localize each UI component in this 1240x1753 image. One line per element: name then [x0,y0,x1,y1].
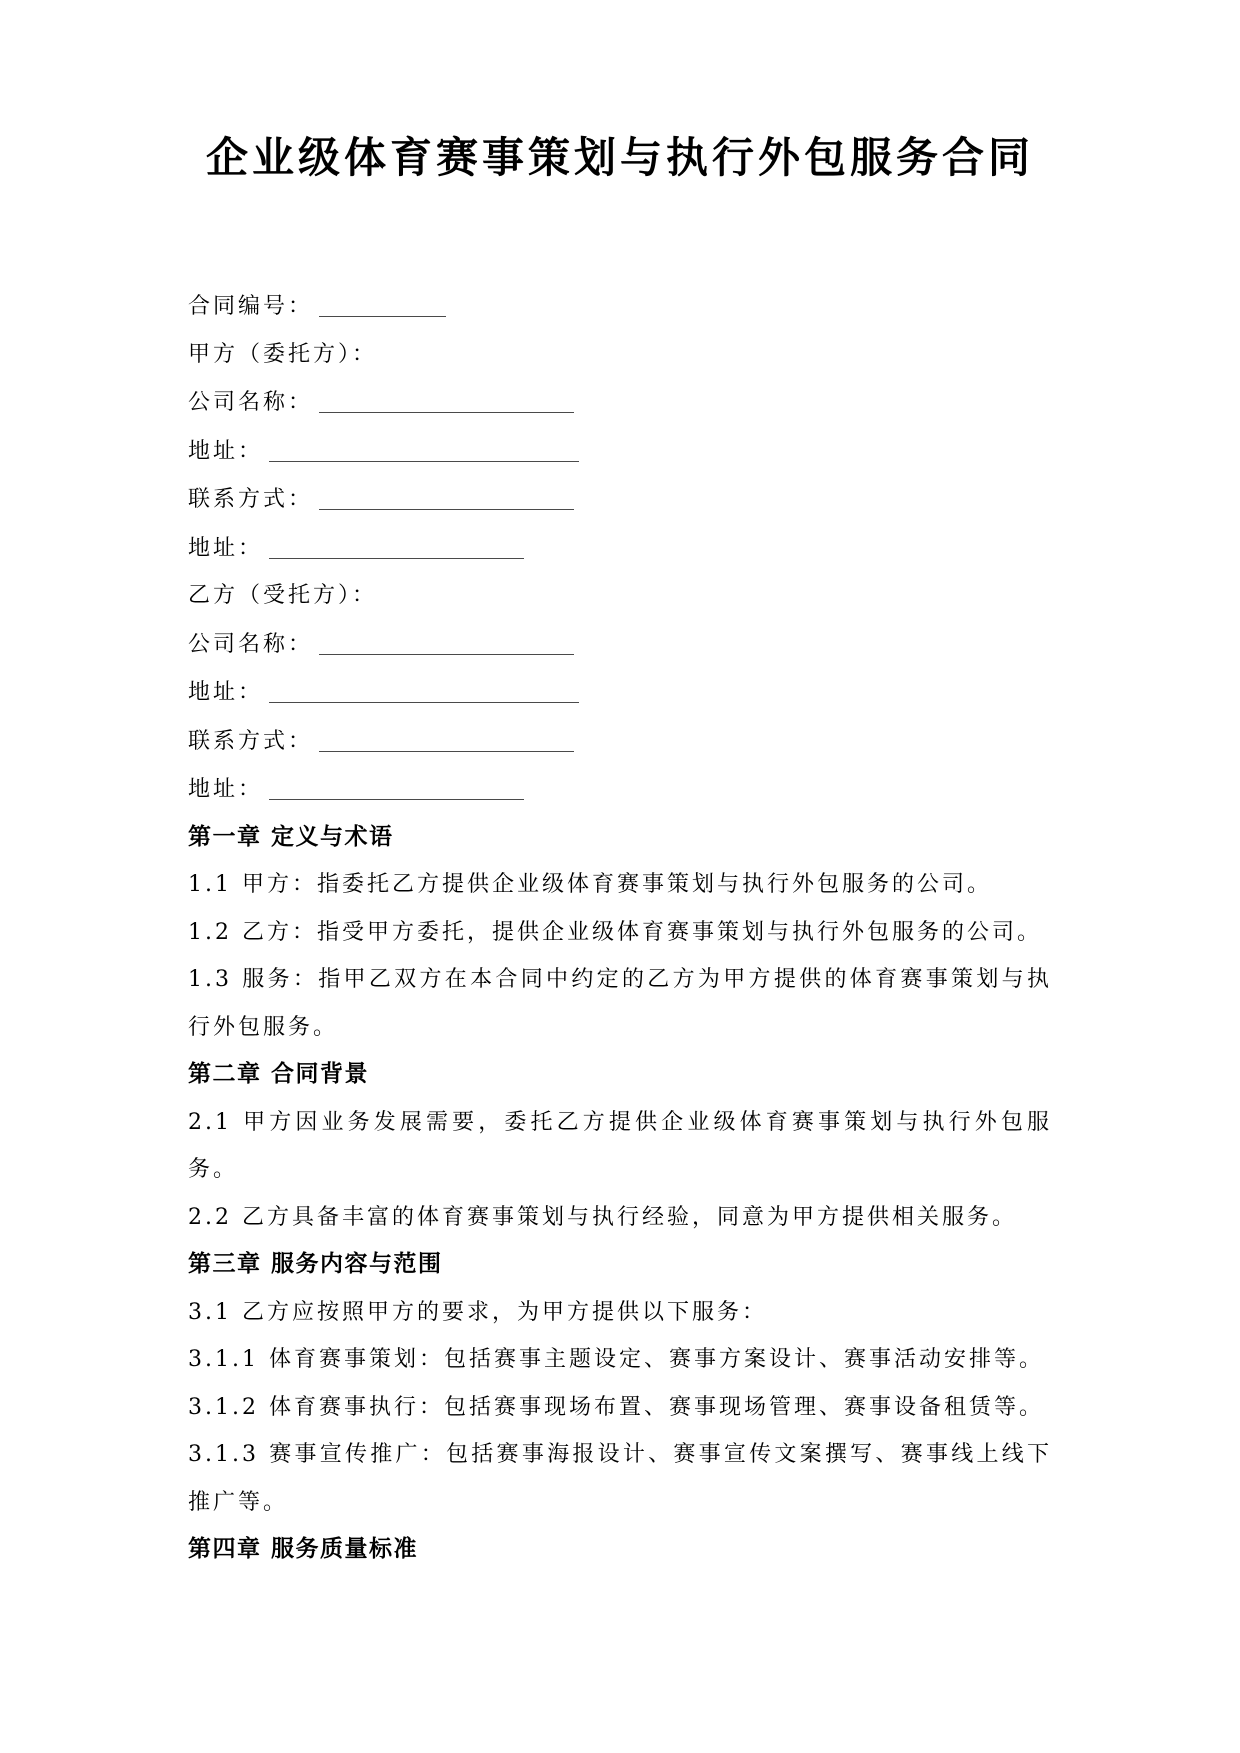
blank-line [269,672,579,703]
blank-line [269,528,524,559]
field-label: 公司名称： [188,631,314,657]
paragraph: 3.1.2 体育赛事执行：包括赛事现场布置、赛事现场管理、赛事设备租赁等。 [188,1394,1044,1420]
section [188,1241,1052,1526]
section [188,1051,1052,1241]
field-label: 地址： [188,535,264,561]
document-title: 企业级体育赛事策划与执行外包服务合同 [205,133,1034,182]
field-row [188,282,1052,331]
section-heading: 第二章 合同背景 [188,1061,370,1087]
paragraph: 3.1.1 体育赛事策划：包括赛事主题设定、赛事方案设计、赛事活动安排等。 [188,1347,1044,1372]
sections [188,814,1052,1574]
field-row [188,668,1052,717]
paragraph: 1.2 乙方：指受甲方委托，提供企业级体育赛事策划与执行外包服务的公司。 [188,919,1042,945]
field-row [188,765,1052,814]
field-label: 地址： [188,777,264,802]
paragraph: 3.1.3 赛事宣传推广：包括赛事海报设计、赛事宣传文案撰写、赛事线上线下推广等。 [188,1442,1052,1515]
field-label: 地址： [188,680,264,705]
field-row [188,717,1052,766]
field-label: 乙方（受托方）： [188,583,378,608]
section-heading: 第三章 服务内容与范围 [188,1251,443,1277]
blank-line [319,721,574,752]
field-row [188,572,1052,620]
section-heading: 第四章 服务质量标准 [188,1536,419,1562]
blank-line [269,769,524,800]
section [188,814,1052,1052]
paragraph: 2.1 甲方因业务发展需要，委托乙方提供企业级体育赛事策划与执行外包服务。 [188,1109,1052,1182]
blank-line [319,479,574,510]
blank-line [319,382,574,413]
field-label: 地址： [188,438,264,464]
paragraph: 1.3 服务：指甲乙双方在本合同中约定的乙方为甲方提供的体育赛事策划与执行外包服务。 [188,967,1052,1040]
field-label: 联系方式： [188,487,314,512]
paragraph: 3.1 乙方应按照甲方的要求，为甲方提供以下服务： [188,1299,767,1325]
field-label: 公司名称： [188,390,314,415]
paragraph: 2.2 乙方具备丰富的体育赛事策划与执行经验，同意为甲方提供相关服务。 [188,1204,1017,1230]
field-label: 合同编号： [188,294,314,319]
field-row [188,427,1052,476]
section-heading: 第一章 定义与术语 [188,823,394,850]
field-row [188,620,1052,669]
field-row [188,524,1052,573]
blank-line [319,286,446,317]
field-label: 甲方（委托方）： [188,341,378,367]
fields [188,282,1052,814]
field-label: 联系方式： [188,728,314,754]
field-row [188,475,1052,524]
field-row [188,378,1052,427]
section [188,1526,1052,1574]
blank-line [269,431,579,462]
field-row [188,331,1052,379]
blank-line [319,624,574,655]
paragraph: 1.1 甲方：指委托乙方提供企业级体育赛事策划与执行外包服务的公司。 [188,872,992,897]
